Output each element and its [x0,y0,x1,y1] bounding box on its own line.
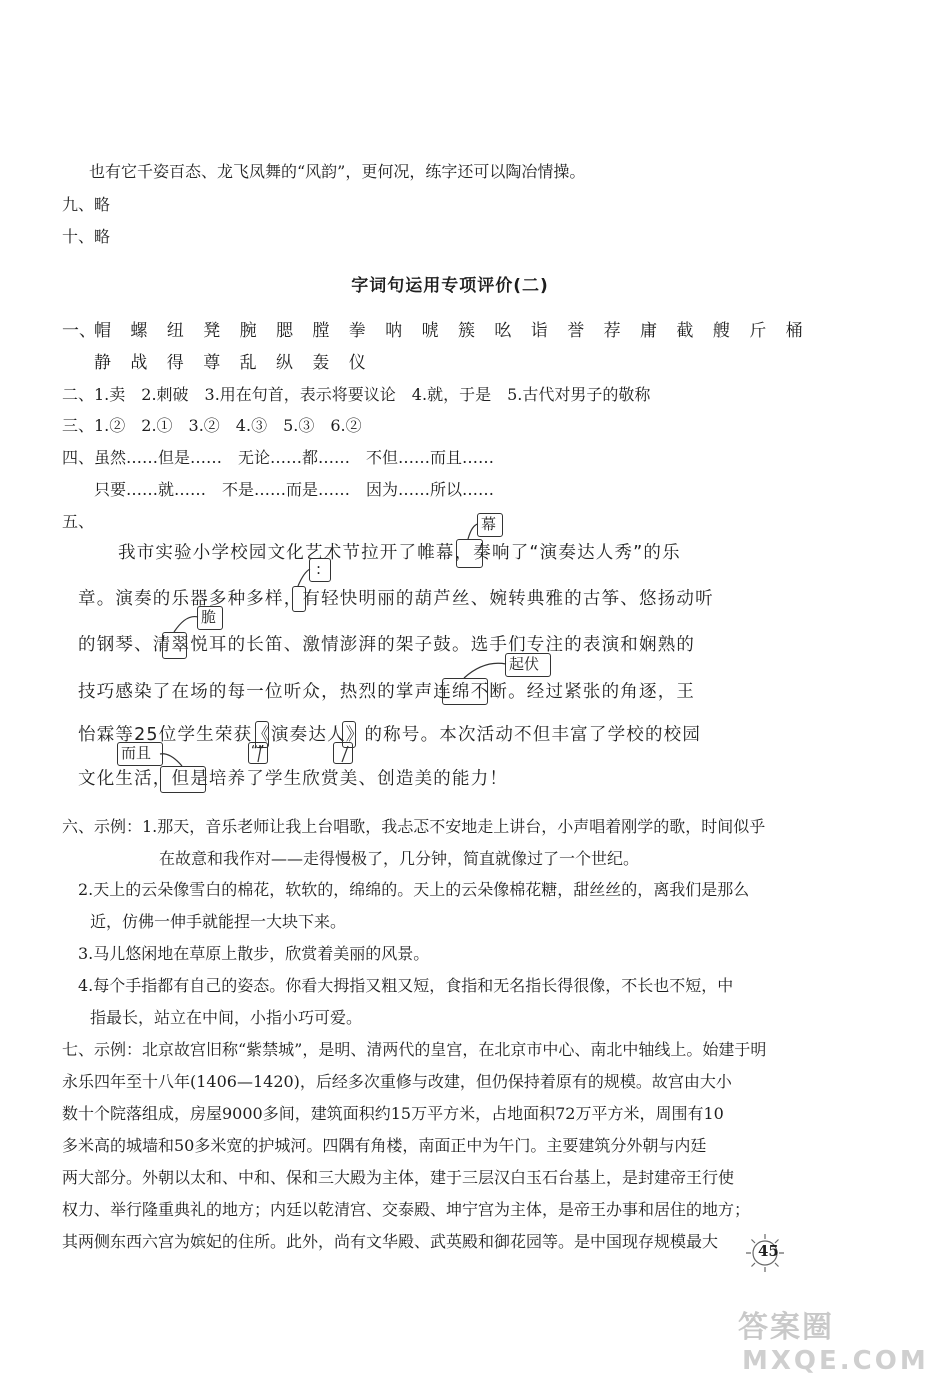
answer-6-line1: 六、示例：1.那天，音乐老师让我上台唱歌，我忐忑不安地走上讲台，小声唱着刚学的歌，时间似乎 [62,817,766,836]
q5-passage-line-1: 我市实验小学校园文化艺术节拉开了帷幕，奏响了“演奏达人秀”的乐 [118,543,681,563]
q1-char: 仪 [348,353,366,373]
answer-7-line7: 其两侧东西六宫为嫔妃的住所。此外，尚有文华殿、武英殿和御花园等。是中国现存规模最大 [62,1232,719,1251]
q1-char: 尊 [203,353,221,373]
answer-2: 二、1.卖 2.刺破 3.用在句首，表示将要议论 4.就，于是 5.古代对男子的敬称 [62,385,651,404]
q1-char: 得 [166,353,184,373]
q1-char: 战 [130,353,148,373]
answer-6-line4: 近，仿佛一伸手就能捏一大块下来。 [90,912,347,931]
q5-passage-line-3: 的钢琴、清翠悦耳的长笛、激情澎湃的架子鼓。选手们专注的表演和娴熟的 [78,635,696,655]
answer-9: 九、略 [62,195,111,214]
q1-char: 纽 [166,321,184,341]
q1-char: 诣 [530,321,548,341]
q1-char: 截 [676,321,694,341]
continuation-line: 也有它千姿百态、龙飞凤舞的“风韵”，更何况，练字还可以陶冶情操。 [89,162,586,181]
answer-4-line2: 只要……就…… 不是……而是…… 因为……所以…… [94,480,495,499]
watermark-url: MXQE.COM [742,1346,929,1376]
page-number: 45 [758,1242,779,1260]
q5-passage-line-6: 文化生活，但是培养了学生欣赏美、创造美的能力！ [78,769,509,789]
proof-insert-qifu: 起伏 [509,655,540,673]
answer-5-label: 五、 [62,512,95,531]
q1-char: 艘 [712,321,730,341]
answer-6-line2: 在故意和我作对——走得慢极了，几分钟，简直就像过了一个世纪。 [159,849,640,868]
q1-char: 荐 [603,321,621,341]
proof-insert-colon: : [316,560,322,578]
answer-7-line2: 永乐四年至十八年(1406—1420)，后经多次重修与改建，但仍保持着原有的规模。故宫由大小 [62,1072,732,1091]
q1-char: 誉 [567,321,585,341]
q1-char: 桶 [785,321,803,341]
q1-char: 轰 [312,353,330,373]
q1-char: 呐 [385,321,403,341]
q5-passage-line-2: 章。演奏的乐器多种多样，有轻快明丽的葫芦丝、婉转典雅的古筝、悠扬动听 [78,589,714,609]
q1-label: 一、 [62,321,96,341]
answer-10: 十、略 [62,227,111,246]
answer-4-line1: 四、虽然……但是…… 无论……都…… 不但……而且…… [62,448,495,467]
q1-char: 簇 [458,321,475,341]
q1-char: 腮 [276,321,293,341]
answer-6-line7: 指最长，站立在中间，小指小巧可爱。 [90,1008,363,1027]
answer-7-line3: 数十个院落组成，房屋9000多间，建筑面积约15万平方米，占地面积72万平方米，周围有10 [62,1104,724,1123]
answer-6-line5: 3.马儿悠闲地在草原上散步，欣赏着美丽的风景。 [78,944,430,963]
answer-7-line6: 权力、举行隆重典礼的地方；内廷以乾清宫、交泰殿、坤宁宫为主体，是帝王办事和居住的地方； [62,1200,751,1219]
answer-7-line4: 多米高的城墙和50多米宽的护城河。四隅有角楼，南面正中为午门。主要建筑分外朝与内廷 [62,1136,707,1155]
section-title: 字词句运用专项评价(二) [351,276,549,296]
answer-3: 三、1.② 2.① 3.② 4.③ 5.③ 6.② [62,416,362,435]
q1-char: 唬 [421,321,439,341]
q1-char: 乱 [239,353,257,373]
q5-passage-line-4: 技巧感染了在场的每一位听众，热烈的掌声连绵不断。经过紧张的角逐，王 [78,682,696,702]
q1-char: 帽 [94,321,111,341]
q1-char: 庸 [640,321,657,341]
q1-char: 凳 [203,321,221,341]
answer-6-line3: 2.天上的云朵像雪白的棉花，软软的，绵绵的。天上的云朵像棉花糖，甜丝丝的，离我们是那么 [78,880,750,899]
proof-insert-quote-open: “” [251,744,265,759]
answer-6-line6: 4.每个手指都有自己的姿态。你看大拇指又粗又短，食指和无名指长得很像，不长也不短，中 [78,976,734,995]
q1-char: 纵 [276,353,293,373]
proof-insert-mu: 幕 [481,515,497,533]
q1-char: 腕 [239,321,257,341]
q5-passage-line-5: 怡霖等25位学生荣获《演奏达人》的称号。本次活动不但丰富了学校的校园 [78,725,702,745]
answer-7-line1: 七、示例：北京故宫旧称“紫禁城”，是明、清两代的皇宫，在北京市中心、南北中轴线上。始建于明 [62,1040,767,1059]
q1-char: 膛 [312,321,330,341]
q1-char: 静 [94,353,111,373]
q1-char: 斤 [749,321,767,341]
proof-insert-cui: 脆 [201,608,217,626]
proof-insert-erqie: 而且 [121,744,152,762]
q1-char: 螺 [130,321,148,341]
q1-char: 吆 [494,321,512,341]
watermark-logo: 答案圈 [738,1310,834,1345]
answer-7-line5: 两大部分。外朝以太和、中和、保和三大殿为主体，建于三层汉白玉石台基上，是封建帝王行使 [62,1168,735,1187]
q1-char: 拳 [348,321,366,341]
